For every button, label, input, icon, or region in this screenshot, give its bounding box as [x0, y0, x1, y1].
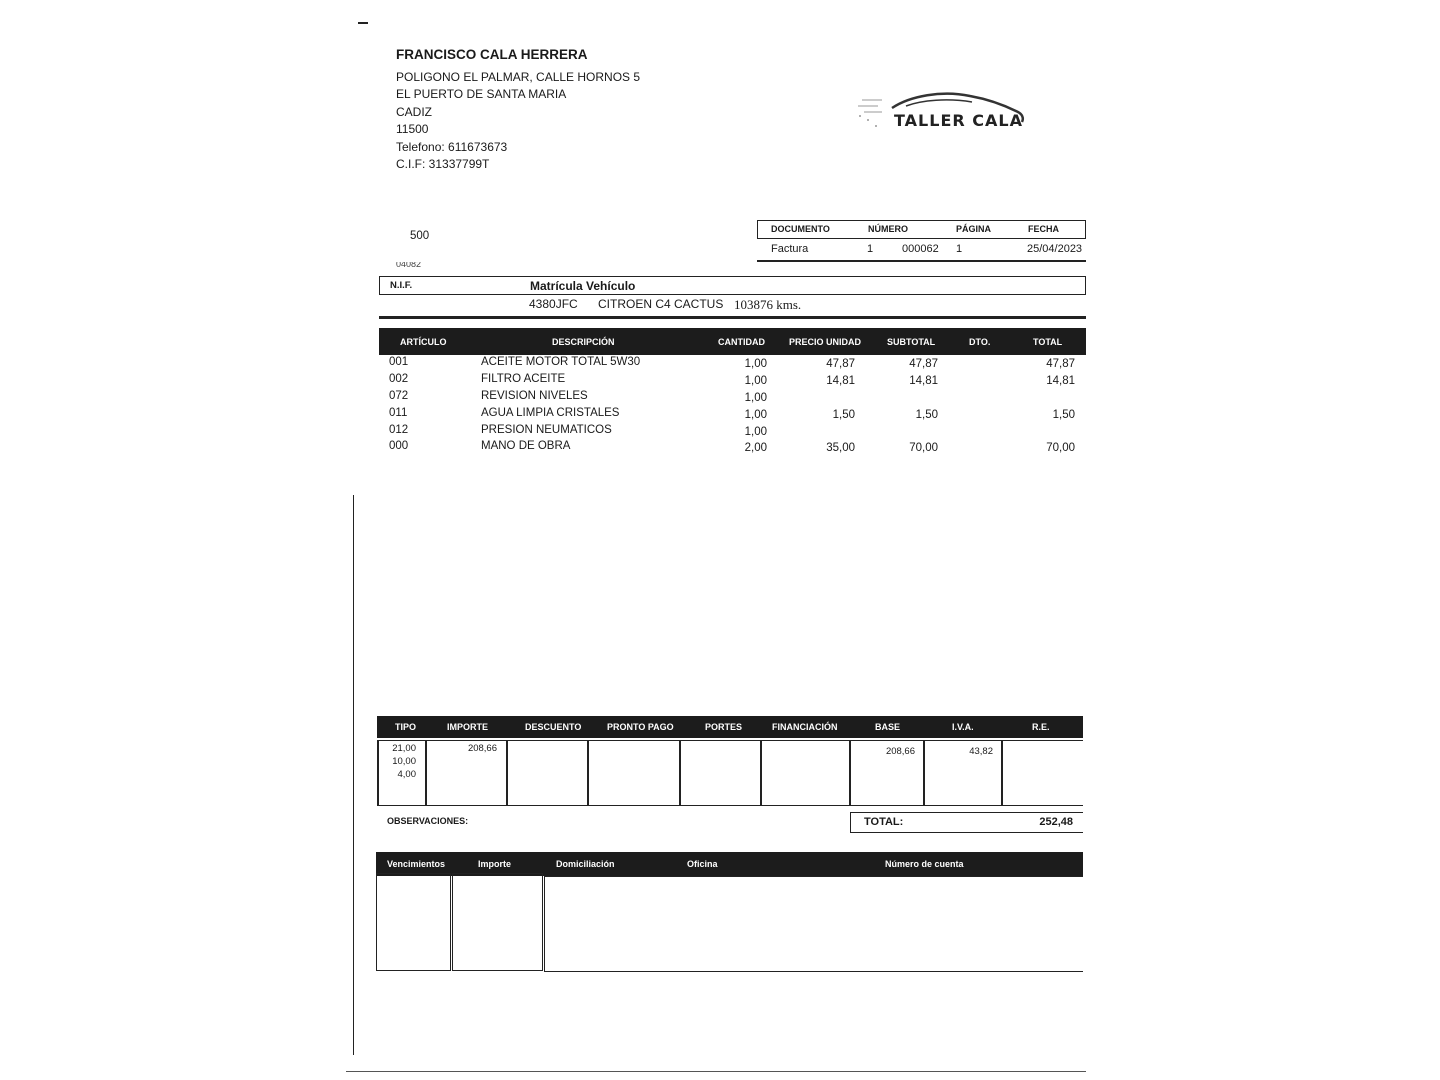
tax-col-importe: IMPORTE [447, 722, 489, 732]
item-code: 001 [389, 356, 409, 368]
item-desc: PRESION NEUMATICOS [481, 424, 612, 436]
payment-box-importe [452, 873, 543, 971]
item-price: 1,50 [832, 409, 855, 421]
scan-mark [358, 22, 368, 24]
item-qty: 1,00 [744, 409, 767, 421]
tax-col-financiacion: FINANCIACIÓN [772, 722, 838, 732]
doc-label-fecha: FECHA [1028, 224, 1059, 234]
tax-divider [425, 741, 427, 805]
items-col-dto: DTO. [969, 336, 991, 347]
vehicle-kms: 103876 kms. [734, 297, 802, 312]
tax-tipo-10: 10,00 [392, 756, 416, 767]
items-col-articulo: ARTÍCULO [400, 336, 447, 347]
nif-label: N.I.F. [390, 280, 413, 291]
table-row [379, 407, 1086, 424]
payment-col-domiciliacion: Domiciliación [556, 859, 615, 869]
tax-header-bar [377, 716, 1083, 738]
item-total: 1,50 [1052, 409, 1075, 421]
total-label: TOTAL: [864, 816, 904, 828]
tax-importe: 208,66 [467, 743, 497, 754]
items-col-subtotal: SUBTOTAL [887, 336, 936, 347]
vehicle-plate: 4380JFC [529, 297, 578, 311]
item-code: 011 [389, 407, 408, 419]
company-address1: POLIGONO EL PALMAR, CALLE HORNOS 5 [396, 69, 641, 84]
item-qty: 1,00 [744, 392, 767, 404]
item-subtotal: 47,87 [909, 358, 938, 370]
customer-line-fragment: 04082 [396, 262, 422, 268]
item-code: 072 [389, 390, 409, 402]
item-qty: 1,00 [744, 375, 767, 387]
item-subtotal: 70,00 [909, 442, 938, 454]
company-name: FRANCISCO CALA HERRERA [396, 47, 588, 62]
item-qty: 1,00 [744, 426, 767, 438]
tax-divider [1001, 741, 1003, 805]
table-row [379, 440, 1086, 457]
items-col-total: TOTAL [1033, 336, 1063, 347]
items-col-cantidad: CANTIDAD [718, 336, 765, 347]
item-price: 35,00 [826, 442, 855, 454]
item-code: 000 [389, 440, 409, 452]
tax-col-descuento: DESCUENTO [525, 722, 582, 732]
table-row [379, 424, 1086, 441]
payment-box-domiciliacion [544, 876, 1083, 972]
tax-divider [679, 741, 681, 805]
table-row [379, 373, 1086, 390]
item-desc: REVISION NIVELES [481, 390, 588, 402]
item-qty: 2,00 [744, 442, 767, 454]
item-desc: MANO DE OBRA [481, 440, 571, 452]
company-province: CADIZ [396, 104, 432, 119]
total-value: 252,48 [1039, 816, 1073, 828]
item-qty: 1,00 [744, 358, 767, 370]
items-col-precio: PRECIO UNIDAD [789, 336, 862, 347]
doc-label-documento: DOCUMENTO [771, 224, 830, 234]
item-total: 70,00 [1046, 442, 1075, 454]
customer-code: 500 [410, 230, 430, 242]
table-row [379, 356, 1086, 373]
tax-divider [849, 741, 851, 805]
company-postcode: 11500 [396, 122, 429, 136]
doc-date-value: 25/04/2023 [1027, 243, 1083, 255]
item-total: 14,81 [1046, 375, 1075, 387]
scan-edge-line [353, 495, 354, 1055]
company-address2: EL PUERTO DE SANTA MARIA [396, 87, 567, 101]
logo-text: TALLER CALA [894, 111, 1023, 130]
tax-col-pronto-pago: PRONTO PAGO [607, 722, 674, 732]
doc-number-value: 000062 [902, 243, 939, 255]
tax-divider [587, 741, 589, 805]
tax-divider [377, 741, 379, 805]
vehicle-underline [379, 316, 1086, 319]
doc-header-underline [757, 260, 1086, 262]
item-code: 012 [389, 424, 409, 436]
doc-page-value: 1 [956, 243, 963, 255]
item-subtotal: 1,50 [915, 409, 938, 421]
payment-col-cuenta: Número de cuenta [885, 859, 964, 869]
payment-col-oficina: Oficina [687, 859, 718, 869]
payment-box-vencimientos [376, 873, 451, 971]
items-header-bar [379, 328, 1086, 355]
document-header-box [757, 220, 1086, 239]
company-phone: Telefono: 611673673 [396, 139, 508, 154]
scan-bottom-line [346, 1071, 1086, 1072]
tax-divider [506, 741, 508, 805]
vehicle-model: CITROEN C4 CACTUS [598, 297, 724, 311]
table-row [379, 390, 1086, 407]
items-col-descripcion: DESCRIPCIÓN [552, 336, 615, 347]
tax-iva: 43,82 [969, 746, 993, 757]
item-subtotal: 14,81 [909, 375, 938, 387]
tax-col-tipo: TIPO [395, 722, 417, 732]
item-total: 47,87 [1046, 358, 1075, 370]
item-code: 002 [389, 373, 409, 385]
item-desc: ACEITE MOTOR TOTAL 5W30 [481, 356, 641, 368]
tax-grid [377, 740, 1083, 806]
payment-col-vencimientos: Vencimientos [387, 859, 446, 869]
tax-col-re: R.E. [1032, 722, 1050, 732]
tax-divider [923, 741, 925, 805]
company-logo [852, 86, 1032, 138]
tax-tipo-4: 4,00 [397, 769, 416, 780]
vehicle-header: Matrícula Vehículo [530, 279, 636, 293]
tax-divider [760, 741, 762, 805]
tax-base: 208,66 [885, 746, 915, 757]
total-box [850, 812, 1083, 833]
tax-tipo-21: 21,00 [392, 743, 416, 754]
item-desc: FILTRO ACEITE [481, 373, 566, 385]
company-cif: C.I.F: 31337799T [396, 157, 490, 171]
observaciones-label: OBSERVACIONES: [387, 816, 469, 826]
item-price: 14,81 [826, 375, 855, 387]
tax-col-iva: I.V.A. [952, 722, 974, 732]
tax-col-portes: PORTES [705, 722, 743, 732]
vehicle-box [379, 276, 1086, 295]
item-desc: AGUA LIMPIA CRISTALES [481, 407, 620, 419]
payment-col-importe: Importe [478, 859, 512, 869]
doc-label-pagina: PÁGINA [956, 224, 992, 234]
doc-serie-value: 1 [867, 243, 874, 255]
items-table [379, 356, 1086, 458]
company-block [396, 46, 640, 174]
tax-col-base: BASE [875, 722, 901, 732]
doc-label-numero: NÚMERO [868, 224, 908, 234]
doc-type-value: Factura [771, 243, 809, 255]
item-price: 47,87 [826, 358, 855, 370]
